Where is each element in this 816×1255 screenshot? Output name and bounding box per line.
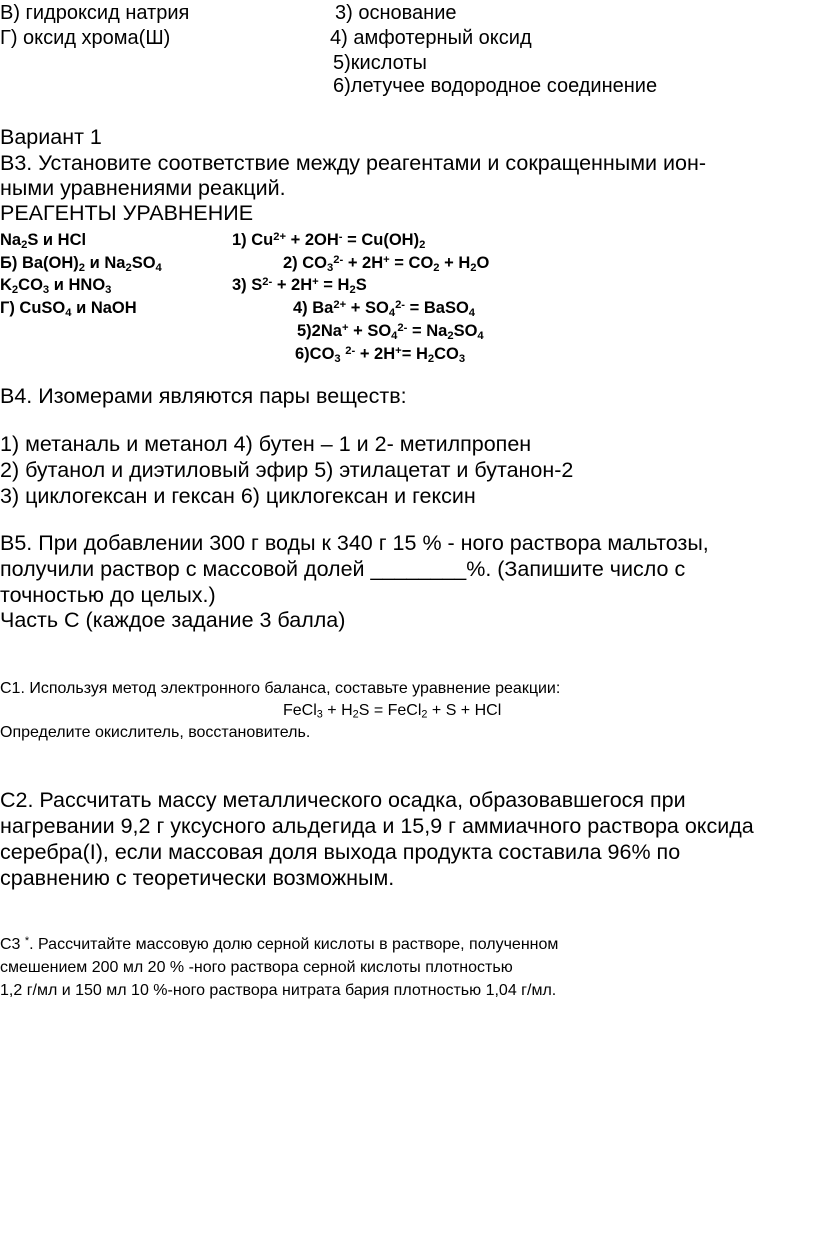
option-5: 5)кислоты xyxy=(333,52,427,74)
variant-title: Вариант 1 xyxy=(0,125,102,149)
option-g: Г) оксид хрома(Ш) xyxy=(0,27,171,49)
c3-line3: 1,2 г/мл и 150 мл 10 %-ного раствора нитрата бария плотностью 1,04 г/мл. xyxy=(0,982,557,999)
c1-equation: FeCl$_3$ + $H_2S$ = FeCl$_2$ + S + HCl xyxy=(283,702,502,721)
reagent-g: Г) CuSO$_4$ и NaOH xyxy=(0,299,137,319)
option-6: 6)летучее водородное соединение xyxy=(333,75,658,97)
c3-line2: смешением 200 мл 20 % -ного раствора серной кислоты плотностью xyxy=(0,959,513,976)
reagent-v: $K_2CO_3$ и $HNO_3$ xyxy=(0,276,112,296)
option-3: 3) основание xyxy=(335,2,457,24)
b4-pair-line: 1) метаналь и метанол 4) бутен – 1 и 2- метилпропен xyxy=(0,432,532,456)
b4-question: В4. Изомерами являются пары веществ: xyxy=(0,384,407,408)
equation-6: $6)CO_3$ $^{2-} + 2H^+= H_2CO_3$ xyxy=(295,344,466,365)
c2-line: С2. Рассчитать массу металлического осадка, образовавшегося при xyxy=(0,788,686,812)
c2-line: сравнению с теоретически возможным. xyxy=(0,866,395,890)
b4-pair-line: 3) циклогексан и гексан 6) циклогексан и гексин xyxy=(0,484,476,508)
c3-label: С3 xyxy=(0,936,21,953)
c1-task: С1. Используя метод электронного баланса, составьте уравнение реакции: xyxy=(0,680,561,697)
equation-3: 3) $S^{2-} + 2H^+ = H_2S$ xyxy=(232,275,367,296)
c3-asterisk: * xyxy=(24,935,30,948)
b5-line: точностью до целых.) xyxy=(0,583,216,607)
b3-question-line2: ными уравнениями реакций. xyxy=(0,176,286,200)
c2-line: серебра(I), если массовая доля выхода продукта составила 96% по xyxy=(0,840,681,864)
c3-text: . Рассчитайте массовую долю серной кислоты в растворе, полученном xyxy=(29,936,559,953)
b5-line: получили раствор с массовой долей ________%. (Запишите число с xyxy=(0,557,686,581)
option-v: В) гидроксид натрия xyxy=(0,2,190,24)
reagent-a: $Na_2S$ и HCl xyxy=(0,231,87,251)
c2-line: нагревании 9,2 г уксусного альдегида и 15,9 г аммиачного раствора оксида xyxy=(0,814,754,838)
option-4: 4) амфотерный оксид xyxy=(330,27,532,49)
part-c-heading: Часть С (каждое задание 3 балла) xyxy=(0,608,346,632)
b3-column-headers: РЕАГЕНТЫ УРАВНЕНИЕ xyxy=(0,201,254,225)
c1-instruction: Определите окислитель, восстановитель. xyxy=(0,724,311,741)
equation-4: 4) $Ba^{2+} + SO_4^{2-}$ = BaSO$_4$ xyxy=(293,298,476,319)
equation-5: $5)2Na^+ + SO_4^{2-} = Na_2SO_4$ xyxy=(297,321,484,342)
b3-question-line1: В3. Установите соответствие между реагентами и сокращенными ион- xyxy=(0,151,707,175)
reagent-b: Б) $Ba(OH)_2$ и $Na_2SO_4$ xyxy=(0,254,162,274)
equation-2: 2) $CO_3^{2-} + 2H^+ = CO_2 + H_2O$ xyxy=(283,253,490,274)
b4-pair-line: 2) бутанол и диэтиловый эфир 5) этилацетат и бутанон-2 xyxy=(0,458,574,482)
equation-1: 1) $Cu^{2+} + 2OH^- = Cu(OH)_2$ xyxy=(232,230,426,251)
c3-line1 xyxy=(0,937,558,953)
b5-line: В5. При добавлении 300 г воды к 340 г 15 % - ного раствора мальтозы, xyxy=(0,531,709,555)
